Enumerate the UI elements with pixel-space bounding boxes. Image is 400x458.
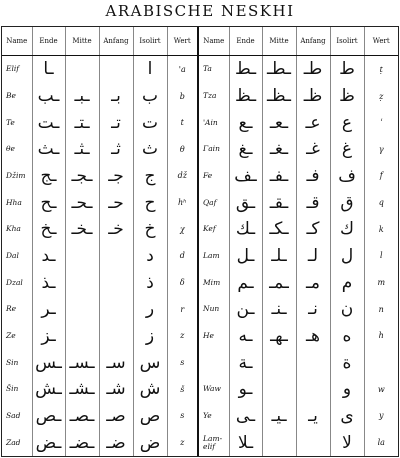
letter-value-left: hʰ [167,189,198,216]
letter-initial-left: صـ [99,403,133,430]
letter-final-right: ـق [229,189,262,216]
letter-final-right: ـى [229,403,262,430]
letter-final-left: ـذ [32,269,65,296]
header-anfang-right: Anfang [296,27,330,56]
letter-medial-left: ـتـ [65,109,99,136]
header-ende-right: Ende [229,27,262,56]
header-anfang-left: Anfang [99,27,133,56]
table-row [2,56,398,83]
letter-name-left: Re [2,296,32,323]
letter-initial-left [99,323,133,350]
letter-isolated-left: ض [133,429,167,456]
letter-final-left: ـب [32,83,65,110]
letter-name-right: Ye [198,403,229,430]
letter-final-left: ـث [32,136,65,163]
letter-final-left: ـش [32,376,65,403]
letter-value-right: ẓ [379,91,384,101]
letter-isolated-left: ا [133,56,167,83]
table-row [2,109,398,136]
letter-medial-left [65,323,99,350]
letter-value-right: l [379,251,383,261]
letter-medial-left [65,296,99,323]
letter-value-right: k [378,224,384,234]
table-row [2,216,398,243]
letter-initial-left [99,296,133,323]
letter-final-left: ـت [32,109,65,136]
letter-name-right: Waw [198,376,229,403]
letter-value-left: θ [167,136,198,163]
letter-medial-right: ـطـ [262,56,296,83]
letter-final-left: ـص [32,403,65,430]
letter-isolated-right: ن [330,296,364,323]
letter-isolated-left: د [133,243,167,270]
table-row [2,349,398,376]
letter-isolated-right: ة [330,349,364,376]
table-row [2,243,398,270]
letter-final-left: ـر [32,296,65,323]
letter-value-right: w [377,384,385,394]
letter-name-left: θe [2,136,32,163]
letter-isolated-left: ز [133,323,167,350]
letter-name-right: Ta [198,56,229,83]
letter-final-left: ـض [32,429,65,456]
letter-name-left: Be [2,83,32,110]
letter-name-right: Nun [198,296,229,323]
letter-initial-left: ضـ [99,429,133,456]
letter-value-left: δ [167,269,198,296]
letter-medial-right: ـيـ [262,403,296,430]
letter-final-right: ـط [229,56,262,83]
letter-value-right: q [378,198,384,208]
header-wert-right: Wert [364,27,398,56]
letter-initial-right: ظـ [296,83,330,110]
letter-name-right: Lam [198,243,229,270]
letter-final-left: ـس [32,349,65,376]
letter-medial-left: ـحـ [65,189,99,216]
letter-medial-left: ـجـ [65,163,99,190]
letter-name-right: Γain [198,136,229,163]
letter-medial-left: ـسـ [65,349,99,376]
page-title: ARABISCHE NESKHI [105,2,295,20]
letter-final-right: ـع [229,109,262,136]
letter-value-left: d [167,243,198,270]
letter-name-right: Lam-elif [198,429,229,456]
table-row [2,403,398,430]
letter-value-left: z [167,323,198,350]
letter-name-left: Sad [2,403,32,430]
table-row [2,189,398,216]
letter-medial-left: ـبـ [65,83,99,110]
letter-final-right: ـم [229,269,262,296]
letter-name-left: Džim [2,163,32,190]
letter-final-right: ـة [229,349,262,376]
letter-medial-left: ـضـ [65,429,99,456]
letter-isolated-right: و [330,376,364,403]
letter-final-right: ـلا [229,429,262,456]
letter-value-right [364,349,398,376]
table-body [2,56,398,457]
letter-value-right: m [377,278,386,288]
letter-final-left: ـا [32,56,65,83]
letter-initial-left: تـ [99,109,133,136]
table-row [2,136,398,163]
letter-isolated-right: ل [330,243,364,270]
letter-medial-left [65,269,99,296]
letter-name-right: Qaf [198,189,229,216]
letter-initial-left: خـ [99,216,133,243]
letter-isolated-left: ش [133,376,167,403]
letter-medial-right: ـقـ [262,189,296,216]
letter-isolated-left: ج [133,163,167,190]
letter-final-right: ـو [229,376,262,403]
letter-final-left: ـخ [32,216,65,243]
letter-medial-right [262,349,296,376]
letter-name-left: Dzal [2,269,32,296]
letter-name-right [198,349,229,376]
alphabet-table [2,27,398,456]
letter-isolated-left: ت [133,109,167,136]
letter-isolated-left: ب [133,83,167,110]
header-name-right: Name [198,27,229,56]
letter-value-right: y [378,411,384,421]
table-row [2,429,398,456]
letter-value-right: f [379,171,383,181]
letter-name-right: Tza [198,83,229,110]
header-isolirt-left: Isolirt [133,27,167,56]
letter-initial-right: قـ [296,189,330,216]
letter-name-left: Zad [2,429,32,456]
letter-value-left: š [167,376,198,403]
letter-initial-right: كـ [296,216,330,243]
letter-initial-left [99,56,133,83]
letter-final-left: ـز [32,323,65,350]
header-isolirt-right: Isolirt [330,27,364,56]
letter-isolated-right: ظ [330,83,364,110]
letter-isolated-right: م [330,269,364,296]
letter-isolated-right: ى [330,403,364,430]
letter-medial-right [262,429,296,456]
letter-initial-right: فـ [296,163,330,190]
letter-value-left: z [167,429,198,456]
table-row [2,83,398,110]
letter-name-right: Mim [198,269,229,296]
letter-medial-right: ـهـ [262,323,296,350]
letter-medial-right: ـنـ [262,296,296,323]
table-row [2,163,398,190]
letter-isolated-right: غ [330,136,364,163]
letter-initial-left: ثـ [99,136,133,163]
letter-final-right: ـف [229,163,262,190]
letter-final-right: ـن [229,296,262,323]
letter-value-right: la [377,438,385,448]
header-wert-left: Wert [167,27,198,56]
letter-initial-left [99,269,133,296]
letter-initial-right [296,349,330,376]
letter-medial-left [65,243,99,270]
letter-value-right: γ [378,144,384,154]
letter-initial-left: سـ [99,349,133,376]
letter-medial-right: ـكـ [262,216,296,243]
table-row [2,269,398,296]
letter-name-left: Ze [2,323,32,350]
letter-final-right: ـل [229,243,262,270]
letter-medial-right: ـظـ [262,83,296,110]
letter-value-right: n [378,304,384,314]
letter-final-left: ـج [32,163,65,190]
letter-initial-right: نـ [296,296,330,323]
letter-isolated-left: ث [133,136,167,163]
letter-initial-left [99,243,133,270]
header-name-left: Name [2,27,32,56]
letter-medial-right: ـمـ [262,269,296,296]
letter-final-right: ـغ [229,136,262,163]
letter-medial-left [65,56,99,83]
alphabet-table-frame [1,26,399,457]
letter-final-left: ـد [32,243,65,270]
letter-value-left: s [167,403,198,430]
letter-initial-right: لـ [296,243,330,270]
letter-medial-right: ـعـ [262,109,296,136]
letter-isolated-left: ح [133,189,167,216]
letter-value-right: h [378,331,384,341]
letter-medial-left: ـصـ [65,403,99,430]
letter-value-left: 'a [167,56,198,83]
letter-initial-right [296,429,330,456]
table-row [2,296,398,323]
letter-isolated-right: ك [330,216,364,243]
letter-initial-right [296,376,330,403]
letter-isolated-right: ط [330,56,364,83]
letter-medial-left: ـثـ [65,136,99,163]
header-mitte-right: Mitte [262,27,296,56]
letter-initial-left: بـ [99,83,133,110]
letter-medial-right [262,376,296,403]
letter-value-left: t [167,109,198,136]
letter-name-left: Hha [2,189,32,216]
letter-isolated-right: ف [330,163,364,190]
letter-name-right: He [198,323,229,350]
letter-isolated-left: ص [133,403,167,430]
header-ende-left: Ende [32,27,65,56]
letter-isolated-left: س [133,349,167,376]
letter-value-right: ʿ [380,118,383,128]
letter-isolated-left: ر [133,296,167,323]
letter-medial-right: ـفـ [262,163,296,190]
letter-value-left: dž [167,163,198,190]
letter-name-left: Kha [2,216,32,243]
letter-final-right: ـك [229,216,262,243]
letter-initial-left: حـ [99,189,133,216]
header-mitte-left: Mitte [65,27,99,56]
letter-medial-left: ـشـ [65,376,99,403]
table-row [2,323,398,350]
letter-name-left: Elif [2,56,32,83]
letter-name-left: Sin [2,349,32,376]
letter-initial-right: يـ [296,403,330,430]
letter-medial-right: ـلـ [262,243,296,270]
letter-isolated-right: ع [330,109,364,136]
letter-value-left: r [167,296,198,323]
letter-initial-right: هـ [296,323,330,350]
letter-final-left: ـح [32,189,65,216]
letter-medial-right: ـغـ [262,136,296,163]
letter-initial-right: طـ [296,56,330,83]
letter-medial-left: ـخـ [65,216,99,243]
letter-value-left: s [167,349,198,376]
letter-isolated-right: ه [330,323,364,350]
table-header-row [2,27,398,56]
letter-initial-left: شـ [99,376,133,403]
letter-name-right: Fe [198,163,229,190]
letter-isolated-right: لا [330,429,364,456]
letter-initial-right: مـ [296,269,330,296]
letter-name-left: Šin [2,376,32,403]
letter-isolated-left: ذ [133,269,167,296]
letter-name-left: Te [2,109,32,136]
letter-name-left: Dal [2,243,32,270]
letter-name-right: Kef [198,216,229,243]
letter-value-left: χ [167,216,198,243]
letter-isolated-left: خ [133,216,167,243]
letter-name-right: 'Ain [198,109,229,136]
letter-initial-left: جـ [99,163,133,190]
letter-final-right: ـظ [229,83,262,110]
letter-initial-right: غـ [296,136,330,163]
letter-isolated-right: ق [330,189,364,216]
letter-initial-right: عـ [296,109,330,136]
table-row [2,376,398,403]
letter-value-right: ṭ [379,64,383,74]
letter-final-right: ـه [229,323,262,350]
letter-value-left: b [167,83,198,110]
